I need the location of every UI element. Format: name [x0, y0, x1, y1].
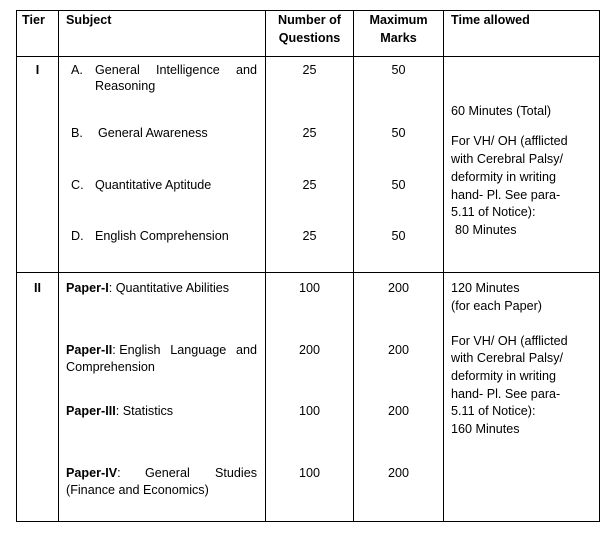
- table-border-top: [16, 10, 600, 11]
- tier1-time-vh-line: hand- Pl. See para-: [451, 188, 561, 202]
- tier1-row-a-word: Intelligence: [156, 63, 220, 77]
- tier1-time-vh-line: 5.11 of Notice):: [451, 205, 536, 219]
- tier2-row-paper4-line2: (Finance and Economics): [66, 483, 209, 497]
- paper-subject: : Statistics: [115, 404, 174, 418]
- tier2-row-paper4-label: [66, 465, 121, 483]
- tier1-time-vh-minutes: 80 Minutes: [455, 223, 517, 237]
- tier2-row-paper4-words: [145, 465, 257, 483]
- paper-label: Paper-I: [66, 281, 109, 295]
- tier2-time-vh-line: hand- Pl. See para-: [451, 387, 561, 401]
- tier2-time-main-line: 120 Minutes: [451, 281, 520, 295]
- tier1-row-d-questions: 25: [302, 229, 317, 243]
- tier2-time-vh-line: 5.11 of Notice):: [451, 404, 536, 418]
- column-divider-subject: [265, 10, 266, 522]
- tier2-row-paper2-questions: 200: [298, 343, 320, 357]
- tier2-row-paper2-line1: [66, 342, 257, 360]
- tier2-row-paper2-marks: 200: [387, 343, 409, 357]
- tier2-time-vh-line: with Cerebral Palsy/: [451, 351, 563, 365]
- column-divider-questions: [353, 10, 354, 522]
- tier1-row-a-marks: 50: [391, 63, 406, 77]
- column-divider-tier: [58, 10, 59, 522]
- paper-label: Paper-IV: [66, 466, 118, 480]
- header-divider: [16, 56, 600, 57]
- tier-1-label: I: [35, 63, 40, 77]
- table-border-bottom: [16, 521, 600, 522]
- tier1-row-a-prefix: A.: [71, 63, 83, 77]
- tier1-time-total: 60 Minutes (Total): [451, 104, 552, 118]
- tier1-time-vh-line: deformity in writing: [451, 170, 556, 184]
- tier1-time-vh-line: For VH/ OH (afflicted: [451, 134, 568, 148]
- tier2-row-paper4-questions: 100: [298, 466, 320, 480]
- tier-2-label: II: [34, 281, 41, 295]
- tier1-row-c-text: Quantitative Aptitude: [95, 178, 212, 192]
- header-questions-line2: Questions: [278, 31, 341, 45]
- tier2-row-paper3-marks: 200: [387, 404, 409, 418]
- tier1-row-a-word: General: [95, 63, 140, 77]
- header-tier: Tier: [22, 13, 45, 27]
- header-subject: Subject: [66, 13, 112, 27]
- tier2-time-vh-minutes: 160 Minutes: [451, 422, 520, 436]
- column-divider-marks: [443, 10, 444, 522]
- paper-subject-word: General: [145, 466, 190, 480]
- tier1-row-d-text: English Comprehension: [95, 229, 229, 243]
- tier2-row-paper1-questions: 100: [298, 281, 320, 295]
- tier1-row-a-questions: 25: [302, 63, 317, 77]
- tier1-row-a-word: and: [235, 63, 257, 77]
- tier-divider: [16, 272, 600, 273]
- tier2-row-paper4-marks: 200: [387, 466, 409, 480]
- tier1-row-b-questions: 25: [302, 126, 317, 140]
- paper-label: Paper-III: [66, 404, 116, 418]
- paper-subject-word: and: [235, 343, 257, 357]
- tier1-time-vh-line: with Cerebral Palsy/: [451, 152, 563, 166]
- tier2-row-paper2-line2: Comprehension: [66, 360, 155, 374]
- tier2-row-paper3-questions: 100: [298, 404, 320, 418]
- paper-colon: :: [117, 466, 121, 480]
- paper-subject: : Quantitative Abilities: [108, 281, 230, 295]
- tier2-time-vh-line: For VH/ OH (afflicted: [451, 334, 568, 348]
- table-border-right: [599, 10, 600, 522]
- tier1-row-c-prefix: C.: [71, 178, 84, 192]
- tier1-row-d-prefix: D.: [71, 229, 84, 243]
- paper-label-group: [66, 342, 161, 360]
- tier1-row-b-text: General Awareness: [98, 126, 208, 140]
- paper-subject-word: Language: [170, 343, 227, 357]
- tier1-row-b-prefix: B.: [71, 126, 83, 140]
- tier2-time-vh-line: deformity in writing: [451, 369, 556, 383]
- paper-subject-word: : English: [112, 343, 161, 357]
- header-questions-line1: Number of: [278, 13, 341, 27]
- header-marks-line2: Marks: [380, 31, 417, 45]
- paper-label: Paper-II: [66, 343, 113, 357]
- tier1-row-c-questions: 25: [302, 178, 317, 192]
- tier2-row-paper1: [66, 280, 229, 298]
- tier2-row-paper1-marks: 200: [387, 281, 409, 295]
- tier1-row-a-line1: [95, 62, 257, 80]
- header-time: Time allowed: [451, 13, 530, 27]
- tier1-row-d-marks: 50: [391, 229, 406, 243]
- paper-subject-word: Studies: [214, 466, 257, 480]
- tier1-row-a-line2: Reasoning: [95, 79, 156, 93]
- header-marks-line1: Maximum: [369, 13, 428, 27]
- table-border-left: [16, 10, 17, 522]
- tier1-row-c-marks: 50: [391, 178, 406, 192]
- tier2-row-paper3: [66, 403, 173, 421]
- tier1-row-b-marks: 50: [391, 126, 406, 140]
- tier2-time-main-line: (for each Paper): [451, 299, 542, 313]
